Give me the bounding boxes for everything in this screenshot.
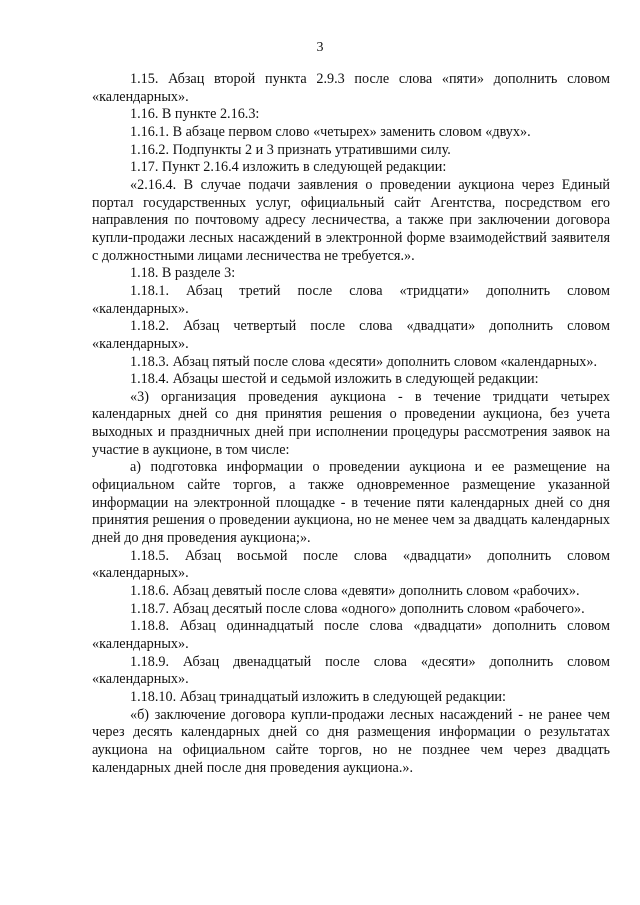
- paragraph: 1.18.2. Абзац четвертый после слова «двадцати» дополнить словом «календарных».: [92, 318, 610, 352]
- paragraph: 1.15. Абзац второй пункта 2.9.3 после слова «пяти» дополнить словом «календарных».: [92, 71, 610, 105]
- paragraph: 1.18.10. Абзац тринадцатый изложить в следующей редакции:: [130, 688, 506, 705]
- paragraph: 1.18.6. Абзац девятый после слова «девяти» дополнить словом «рабочих».: [130, 583, 580, 600]
- paragraph: 1.18.3. Абзац пятый после слова «десяти» дополнить словом «календарных».: [130, 353, 597, 370]
- paragraph: «б) заключение договора купли-продажи лесных насаждений - не ранее чем через десять календарных дней со дня размещения информации о результатах аукциона на официальном сайте торгов, но не позднее чем через двадцать календарных дней после дня проведения аукциона.».: [92, 706, 610, 776]
- paragraph: 1.18.8. Абзац одиннадцатый после слова «двадцати» дополнить словом «календарных».: [92, 618, 610, 652]
- paragraph: 1.17. Пункт 2.16.4 изложить в следующей редакции:: [130, 159, 447, 176]
- paragraph: 1.16. В пункте 2.16.3:: [130, 106, 260, 123]
- document-body: [92, 71, 610, 777]
- page-number: 3: [316, 40, 324, 55]
- paragraph: «2.16.4. В случае подачи заявления о проведении аукциона через Единый портал государственных услуг, официальный сайт Агентства, посредством его направления по почтовому адресу лесничества, а также при заключении договора купли-продажи лесных насаждений в электронной форме взаимодействий заявителя с должностными лицами лесничества не требуется.».: [92, 176, 610, 264]
- paragraph: «3) организация проведения аукциона - в течение тридцати четырех календарных дней со дня принятия решения о проведении аукциона, без учета выходных и праздничных дней при исполнении процедуры рассмотрения заявок на участие в аукционе, в том числе:: [92, 388, 610, 458]
- paragraph: 1.18. В разделе 3:: [130, 265, 236, 282]
- paragraph: 1.18.1. Абзац третий после слова «тридцати» дополнить словом «календарных».: [92, 282, 610, 317]
- paragraph: 1.16.2. Подпункты 2 и 3 признать утратившими силу.: [130, 141, 451, 158]
- paragraph: 1.18.4. Абзацы шестой и седьмой изложить в следующей редакции:: [130, 371, 539, 388]
- paragraph: 1.18.5. Абзац восьмой после слова «двадцати» дополнить словом «календарных».: [92, 547, 610, 582]
- paragraph: 1.18.7. Абзац десятый после слова «одного» дополнить словом «рабочего».: [130, 600, 585, 617]
- paragraph: 1.16.1. В абзаце первом слово «четырех» заменить словом «двух».: [130, 123, 531, 140]
- paragraph: 1.18.9. Абзац двенадцатый после слова «десяти» дополнить словом «календарных».: [92, 653, 610, 688]
- paragraph: а) подготовка информации о проведении аукциона и ее размещение на официальном сайте торгов, а также одновременное размещение указанной информации на электронной площадке - в течение пяти календарных дней со дня принятия решения о проведении аукциона, но не менее чем за двадцать календарных дней до дня проведения аукциона;».: [92, 459, 610, 547]
